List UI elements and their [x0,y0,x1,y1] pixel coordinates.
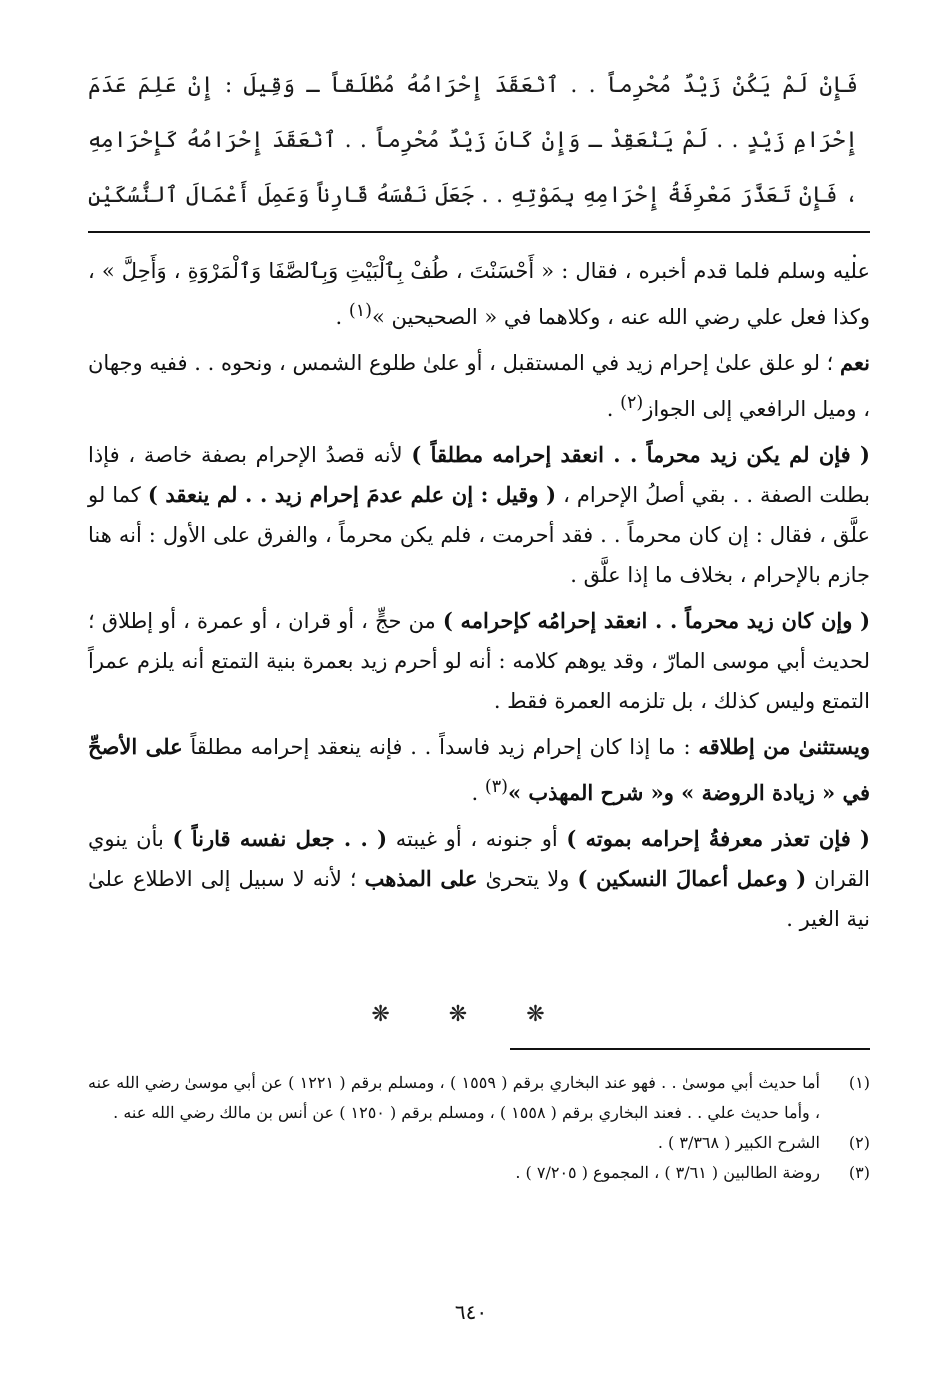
commentary-paragraph-2 [88,343,870,429]
footnote-3 [88,1158,870,1188]
sentence-end: . [471,781,485,805]
commentary-block [88,251,870,945]
commentary-paragraph-6 [88,819,870,939]
footnote-separator-line [510,1048,870,1050]
footnote-number: (٣) [848,1163,870,1182]
sentence-end: . [335,305,349,329]
commentary-text: كما لو علَّق ، فقال : إن كان محرماً . . فقد أحرمت ، فلم يكن محرماً ، والفرق على الأول : أنه هنا جازم بالإحرام ، بخلاف ما إذا علَّق . [88,483,870,587]
commentary-text: من حجٍّ ، أو قران ، أو عمرة ، أو إطلاق ؛ لحديث أبي موسى المارّ ، وقد يوهم كلامه : أنه لو أحرم زيد بعمرة بنية التمتع أنه يلزم عمراً التمتع وليس كذلك ، بل تلزمه العمرة فقط . [88,609,870,713]
commentary-text: لأنه قصدُ الإحرام بصفة خاصة ، فإذا بطلت الصفة . . بقي أصلُ الإحرام ، [88,443,871,507]
commentary-text: أو جنونه ، أو غيبته [387,827,567,851]
commentary-text: ؛ لو علق علىٰ إحرام زيد في المستقبل ، أو علىٰ طلوع الشمس ، ونحوه . . ففيه وجهان ، وميل الرافعي إلى الجواز [88,351,870,421]
quoted-matn: ( فإن تعذر معرفةُ إحرامه بموته ) [566,826,870,851]
commentary-text: : ما إذا كان إحرام زيد فاسداً . . فإنه ينعقد إحرامه مطلقاً [182,735,699,759]
commentary-paragraph-4 [88,601,870,721]
bold-lead: نعم [840,350,870,375]
footnote-ref-1[interactable]: (١) [348,301,372,321]
commentary-text: ؛ لأنه لا سبيل إلى الاطلاع علىٰ نية الغير . [88,867,870,931]
bold-phrase: على المذهب [364,866,478,891]
footnote-text: روضة الطالبين ( ٣/٦١ ) ، المجموع ( ٧/٢٠٥ ) . [515,1163,820,1182]
commentary-paragraph-1 [88,251,870,337]
footnote-number: (١) [848,1073,870,1092]
quoted-matn: ( وإن كان زيد محرماً . . انعقد إحرامُه كإحرامه ) [442,608,871,633]
page-number: ٦٤٠ [454,1300,488,1324]
commentary-text: ولا يتحرىٰ [477,867,578,891]
quoted-matn: ( فإن لم يكن زيد محرماً . . انعقد إحرامه مطلقاً ) [411,442,870,467]
quoted-matn: ( . . جعل نفسه قارناً ) [172,826,388,851]
footnotes-block [88,1068,870,1188]
footnote-text: أما حديث أبي موسىٰ . . فهو عند البخاري برقم ( ١٥٥٩ ) ، ومسلم برقم ( ١٢٢١ ) عن أبي موسىٰ رضي الله عنه ، وأما حديث علي . . فعند البخاري برقم ( ١٥٥٨ ) ، ومسلم برقم ( ١٢٥٠ ) عن أنس بن مالك رضي الله عنه . [88,1073,820,1122]
commentary-text: عليه وسلم فلما قدم أخبره ، فقال : « أَحْسَنْتَ ، طُفْ بِٱلْبَيْتِ وَبِٱلصَّفَا وَٱلْمَرْوَةِ ، وَأَحِلَّ » ، وكذا فعل علي رضي الله عنه ، وكلاهما في « الصحيحين » [88,259,870,329]
main-text-block: فَإِنْ لَمْ يَكُنْ زَيْدٌ مُحْرِماً . . ٱنْعَقَدَ إِحْرَامُهُ مُطْلَقاً ـ وَقِيلَ : إِنْ عَلِمَ عَدَمَ إِحْرَامِ زَيْدٍ . . لَمْ يَنْعَقِدْ ـ وَإِنْ كَانَ زَيْدٌ مُحْرِماً . . ٱنْعَقَدَ إِحْرَامُهُ كَإِحْرَامِهِ ، فَإِنْ تَعَذَّرَ مَعْرِفَةُ إِحْرَامِهِ بِمَوْتِهِ . . جَعَلَ نَفْسَهُ قَارِناً وَعَمِلَ أَعْمَالَ ٱلنُّسُكَيْنِ . [88,73,858,263]
footnote-2 [88,1128,870,1158]
footnote-number: (٢) [848,1133,870,1152]
top-separator-line [88,231,870,233]
footnote-ref-2[interactable]: (٢) [620,393,644,413]
footnote-text: الشرح الكبير ( ٣/٣٦٨ ) . [657,1133,820,1152]
commentary-paragraph-3 [88,435,870,595]
quoted-matn: ( وقيل : إن علم عدمَ إحرام زيد . . لم ينعقد ) [147,482,557,507]
bold-phrase: على الأصحِّ في « زيادة الروضة » و« شرح المهذب » [88,734,870,805]
bold-lead: ويستثنىٰ من إطلاقه [698,734,870,759]
quoted-matn: ( وعمل أعمالَ النسكين ) [577,866,807,891]
footnote-1 [88,1068,870,1128]
commentary-text: بأن ينوي القران [88,827,871,891]
footnote-ref-3[interactable]: (٣) [484,777,508,797]
commentary-paragraph-5 [88,727,870,813]
sentence-end: . [606,397,621,421]
section-divider-stars: ❋ ❋ ❋ [371,1002,571,1027]
